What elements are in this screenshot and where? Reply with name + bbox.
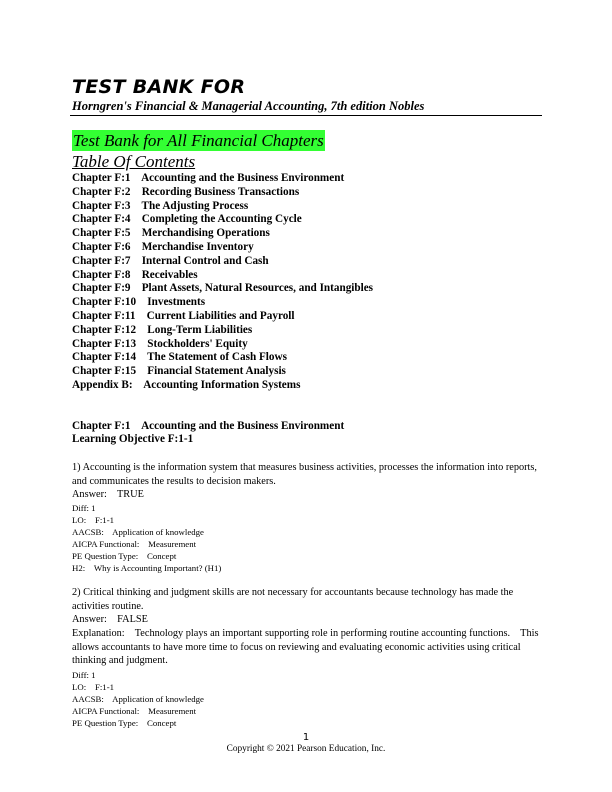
question-1-meta: AICPA Functional: Measurement (72, 539, 197, 549)
question-1-meta: AACSB: Application of knowledge (72, 527, 204, 537)
copyright-footer: Copyright © 2021 Pearson Education, Inc. (226, 744, 386, 754)
toc-item: Chapter F:7 Internal Control and Cash (72, 254, 269, 267)
toc-item: Chapter F:11 Current Liabilities and Payroll (72, 309, 295, 322)
header-rule (70, 115, 542, 116)
toc-item: Chapter F:13 Stockholders' Equity (72, 337, 248, 350)
learning-objective-heading: Learning Objective F:1-1 (72, 433, 194, 445)
question-1-answer: Answer: TRUE (72, 489, 144, 500)
question-1-meta: H2: Why is Accounting Important? (H1) (72, 563, 222, 573)
question-2-meta: AACSB: Application of knowledge (72, 694, 204, 704)
question-2-answer: Answer: FALSE (72, 614, 148, 625)
toc-item: Chapter F:1 Accounting and the Business Environment (72, 172, 345, 184)
question-2-text: 2) Critical thinking and judgment skills are not necessary for accountants because technology has made the activities routine. (72, 587, 514, 612)
question-2-meta: Diff: 1 (72, 670, 96, 680)
question-1-text: 1) Accounting is the information system that measures business activities, processes the information into reports, and communicates the results to decision makers. (72, 462, 537, 487)
highlighted-title: Test Bank for All Financial Chapters (73, 131, 324, 150)
page-number: 1 (302, 732, 310, 743)
toc-item: Chapter F:2 Recording Business Transactions (72, 185, 300, 198)
question-2-explanation: Explanation: Technology plays an important supporting role in performing routine accounting functions. This allows accountants to have more time to focus on reviewing and evaluating economic activities using critical thinking and judgment. (72, 628, 542, 666)
toc-title: Table Of Contents (72, 152, 196, 171)
toc-item: Appendix B: Accounting Information Systems (72, 378, 301, 391)
toc-item: Chapter F:6 Merchandise Inventory (72, 240, 254, 253)
question-2-meta: LO: F:1-1 (72, 682, 115, 692)
question-1-meta: Diff: 1 (72, 503, 96, 513)
table-of-contents (72, 172, 373, 393)
toc-item: Chapter F:3 The Adjusting Process (72, 199, 249, 212)
question-1-meta: PE Question Type: Concept (72, 551, 177, 561)
toc-item: Chapter F:12 Long-Term Liabilities (72, 323, 253, 336)
toc-item: Chapter F:8 Receivables (72, 268, 198, 281)
section-chapter-heading: Chapter F:1 Accounting and the Business Environment (72, 420, 345, 432)
toc-item: Chapter F:10 Investments (72, 296, 206, 309)
toc-item: Chapter F:4 Completing the Accounting Cycle (72, 213, 302, 226)
toc-item: Chapter F:9 Plant Assets, Natural Resources, and Intangibles (72, 282, 374, 295)
book-subtitle: Horngren's Financial & Managerial Accounting, 7th edition Nobles (72, 99, 425, 113)
brand-title: TEST BANK FOR (72, 76, 246, 98)
question-2-meta: AICPA Functional: Measurement (72, 706, 197, 716)
question-2-meta: PE Question Type: Concept (72, 718, 177, 728)
toc-item: Chapter F:5 Merchandising Operations (72, 227, 270, 240)
toc-item: Chapter F:14 The Statement of Cash Flows (72, 351, 287, 364)
question-1-meta: LO: F:1-1 (72, 515, 115, 525)
toc-item: Chapter F:15 Financial Statement Analysis (72, 365, 286, 378)
